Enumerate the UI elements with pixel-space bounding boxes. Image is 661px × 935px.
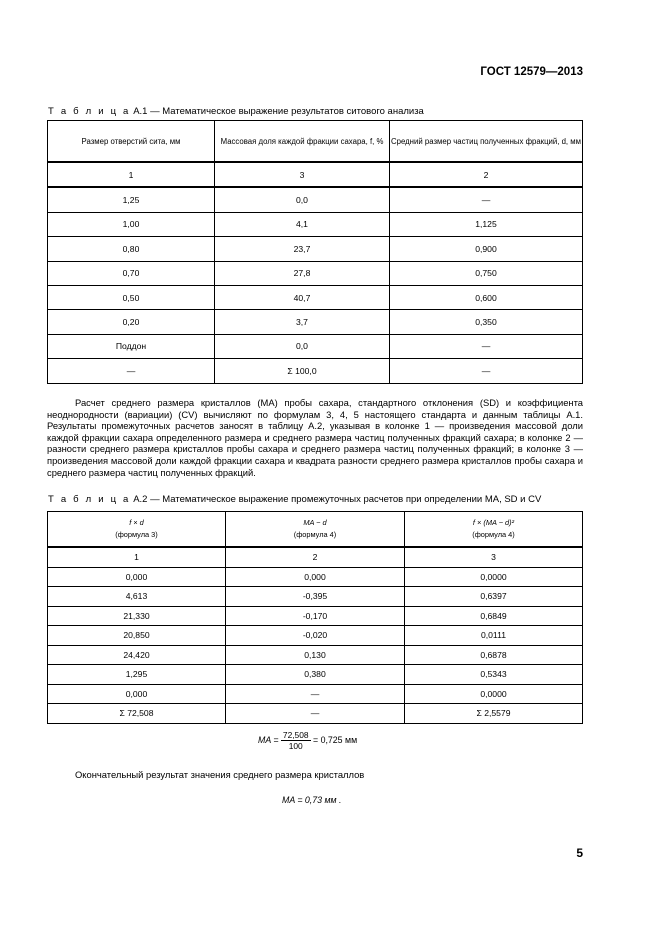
- body-paragraph: Расчет среднего размера кристаллов (MA) пробы сахара, стандартного отклонения (SD) и коэффициента неоднородности (вариации) (CV) вычисляют по формулам 3, 4, 5 настоящего стандарта и данным таблицы А.1. Результаты промежуточных расчетов заносят в таблицу А.2, указывая в колонке 1 — произведения массовой доли каждой фракции сахара определенного размера и среднего размера частиц полученных фракций сахара; в колонке 2 — разности среднего размера кристаллов пробы сахара и среднего размера частиц полученных фракций; в колонке 3 — произведения массовой доли каждой фракции сахара и квадрата разности среднего размера кристаллов пробы сахара и среднего размера частиц полученных фракций.: [47, 397, 583, 478]
- table-cell: —: [226, 704, 405, 724]
- table-cell: 0,70: [48, 261, 215, 285]
- table-cell: —: [390, 187, 583, 212]
- table-cell: —: [390, 334, 583, 358]
- table-cell: 0,5343: [405, 665, 583, 685]
- table-row: [48, 704, 583, 724]
- table-cell: 23,7: [215, 237, 390, 261]
- table-cell: 40,7: [215, 285, 390, 309]
- table-cell: 1,00: [48, 212, 215, 236]
- table-cell: 0,50: [48, 285, 215, 309]
- table-row: [48, 237, 583, 261]
- table-cell: 0,000: [226, 567, 405, 587]
- table2-header-expr: MA − d: [303, 518, 327, 527]
- table-cell: Σ 100,0: [215, 359, 390, 383]
- table1-header-cell: Размер отверстий сита, мм: [48, 121, 215, 163]
- table1-header-cell: Массовая доля каждой фракции сахара, f, %: [215, 121, 390, 163]
- table-row: [48, 626, 583, 646]
- table-cell: 0,0: [215, 334, 390, 358]
- table1-caption-text: А.1 — Математическое выражение результатов ситового анализа: [133, 106, 424, 117]
- table2-caption: [48, 494, 541, 505]
- table2-header-cell: [226, 512, 405, 548]
- table-row: [48, 359, 583, 383]
- table-cell: —: [390, 359, 583, 383]
- table2-header-cell: [48, 512, 226, 548]
- formula-lhs: MA =: [258, 734, 279, 745]
- table-cell: 0,20: [48, 310, 215, 334]
- table2-header-expr: f × d: [129, 518, 144, 527]
- table2-colnum-row: [48, 547, 583, 567]
- table-cell: 0,380: [226, 665, 405, 685]
- table-cell: —: [48, 359, 215, 383]
- formula-fraction: [281, 730, 311, 751]
- formula-ma-calculation: [258, 730, 357, 751]
- table-cell: 1,125: [390, 212, 583, 236]
- table1-header-cell: Средний размер частиц полученных фракций, d, мм: [390, 121, 583, 163]
- table-cell: 27,8: [215, 261, 390, 285]
- table1-colnum: 3: [215, 162, 390, 187]
- table1-colnum-row: [48, 162, 583, 187]
- table-cell: 1,25: [48, 187, 215, 212]
- formula-denominator: 100: [288, 741, 303, 751]
- table2-colnum: 1: [48, 547, 226, 567]
- table2-header-ref: (формула 4): [472, 530, 515, 539]
- table-cell: 21,330: [48, 606, 226, 626]
- table-cell: Σ 72,508: [48, 704, 226, 724]
- final-result-text: Окончательный результат значения среднего размера кристаллов: [75, 769, 365, 780]
- table-cell: -0,395: [226, 587, 405, 607]
- table-cell: 20,850: [48, 626, 226, 646]
- table-cell: 0,130: [226, 645, 405, 665]
- formula-final-text: MA = 0,73 мм .: [282, 795, 342, 805]
- table-row: [48, 187, 583, 212]
- table-row: [48, 334, 583, 358]
- table-cell: -0,020: [226, 626, 405, 646]
- table2-colnum: 2: [226, 547, 405, 567]
- table2-header-ref: (формула 4): [293, 530, 337, 539]
- table-row: [48, 285, 583, 309]
- table-cell: 0,6849: [405, 606, 583, 626]
- table-cell: Поддон: [48, 334, 215, 358]
- formula-rhs: = 0,725 мм: [312, 734, 358, 745]
- table-row: [48, 684, 583, 704]
- table-cell: 0,0000: [405, 684, 583, 704]
- table1-caption-prefix: Т а б л и ц а: [48, 106, 131, 117]
- table-cell: 4,613: [48, 587, 226, 607]
- table-cell: 0,6878: [405, 645, 583, 665]
- table-cell: 0,000: [48, 684, 226, 704]
- table-cell: -0,170: [226, 606, 405, 626]
- table1-caption: [48, 106, 424, 117]
- table-cell: 0,350: [390, 310, 583, 334]
- table1-colnum: 1: [48, 162, 215, 187]
- page-number: 5: [576, 846, 583, 860]
- table-cell: 1,295: [48, 665, 226, 685]
- document-id: ГОСТ 12579—2013: [480, 66, 583, 78]
- table-cell: —: [226, 684, 405, 704]
- table-row: [48, 645, 583, 665]
- table2-colnum: 3: [405, 547, 583, 567]
- table-row: [48, 212, 583, 236]
- table-cell: 3,7: [215, 310, 390, 334]
- table-a1: [47, 120, 583, 384]
- table-row: [48, 665, 583, 685]
- table-cell: 0,6397: [405, 587, 583, 607]
- table-row: [48, 310, 583, 334]
- table2-caption-prefix: Т а б л и ц а: [48, 494, 131, 505]
- formula-numerator: 72,508: [282, 730, 309, 740]
- table-cell: 0,80: [48, 237, 215, 261]
- table-cell: 0,600: [390, 285, 583, 309]
- table-cell: 24,420: [48, 645, 226, 665]
- table-row: [48, 567, 583, 587]
- table1-colnum: 2: [390, 162, 583, 187]
- table2-header-expr: f × (MA − d)²: [472, 518, 515, 527]
- table-cell: Σ 2,5579: [405, 704, 583, 724]
- table-row: [48, 606, 583, 626]
- table-cell: 0,900: [390, 237, 583, 261]
- table-cell: 0,0000: [405, 567, 583, 587]
- table-row: [48, 261, 583, 285]
- table-cell: 0,0: [215, 187, 390, 212]
- table-cell: 0,000: [48, 567, 226, 587]
- table-cell: 4,1: [215, 212, 390, 236]
- table-cell: 0,0111: [405, 626, 583, 646]
- table-a2: [47, 511, 583, 724]
- table-row: [48, 587, 583, 607]
- table2-header-ref: (формула 3): [115, 530, 158, 539]
- table2-header-cell: [405, 512, 583, 548]
- table2-caption-text: А.2 — Математическое выражение промежуточных расчетов при определении MA, SD и CV: [133, 494, 542, 505]
- table-cell: 0,750: [390, 261, 583, 285]
- formula-ma-final: [282, 795, 341, 805]
